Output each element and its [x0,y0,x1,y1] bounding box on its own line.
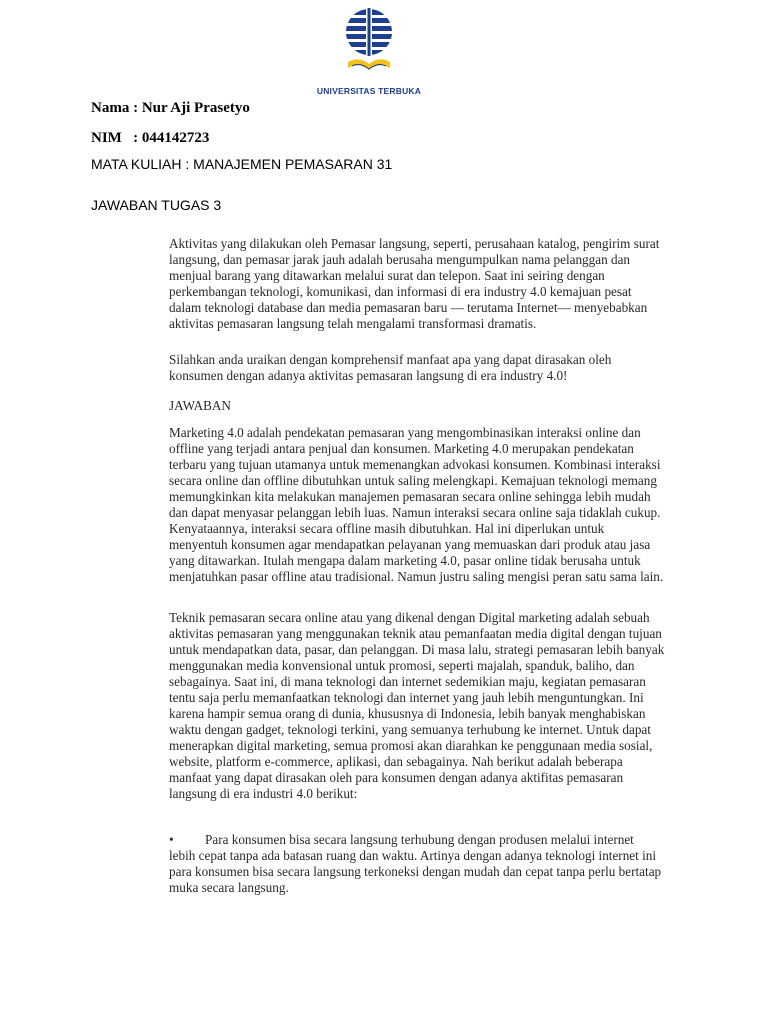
text-line: menerapkan digital marketing, semua promosi akan diarahkan ke penggunaan media sosial, [169,738,653,753]
text-line: terbaru yang tujuan utamanya untuk memenangkan advokasi konsumen. Kombinasi interaksi [169,457,661,472]
text-line: karena hampir semua orang di dunia, khususnya di Indonesia, lebih banyak menghabiskan [169,706,646,721]
text-line: secara online dan offline dibutuhkan untuk saling melengkapi. Kemajuan teknologi memang [169,473,657,488]
question-paragraph-2 [169,352,655,384]
text-line: Teknik pemasaran secara online atau yang dikenal dengan Digital marketing adalah sebuah [169,610,650,625]
benefit-bullet-item [169,832,662,896]
text-line: website, platform e-commerce, aplikasi, dan sebagainya. Nah berikut adalah beberapa [169,754,623,769]
student-nim: NIM : 044142723 [91,130,210,146]
assignment-title: JAWABAN TUGAS 3 [91,197,222,213]
text-line: yang ditawarkan. Itulah mengapa dalam marketing 4.0, pasar online tidak berusaha untuk [169,553,641,568]
text-line: menggunakan media konvensional untuk promosi, seperti majalah, spanduk, baliho, dan [169,658,635,673]
text-line: memungkinkan kita melakukan manajemen pemasaran secara online sehingga lebih mudah [169,489,651,504]
text-line: perkembangan teknologi, komunikasi, dan informasi di era industry 4.0 kemajuan pesat [169,284,632,299]
text-line: waktu dengan gadget, teknologi terkini, yang semuanya terhubung ke internet. Untuk dapat [169,722,651,737]
text-line: menjual barang yang ditawarkan melalui surat dan telepon. Saat ini seiring dengan [169,268,605,283]
text-line: dalam teknologi database dan media pemasaran baru — terutama Internet— menyebabkan [169,300,648,315]
text-line: langsung di era industri 4.0 berikut: [169,786,358,801]
text-line: untuk mendapatkan data, pasar, dan pelanggan. Di masa lalu, strategi pemasaran lebih banyak [169,642,665,657]
answer-paragraph-2 [169,610,665,802]
text-line: aktivitas pemasaran langsung telah mengalami transformasi dramatis. [169,316,537,331]
text-line: muka secara langsung. [169,880,289,895]
logo-text: UNIVERSITAS TERBUKA [316,86,422,96]
student-name: Nama : Nur Aji Prasetyo [91,100,250,116]
text-line: aktivitas pemasaran yang menggunakan teknik atau pemanfaatan media digital dengan tujuan [169,626,662,641]
question-paragraph-1 [169,236,660,332]
text-line: offline yang terjadi antara penjual dan konsumen. Marketing 4.0 merupakan pendekatan [169,441,634,456]
bullet-text: Para konsumen bisa secara langsung terhubung dengan produsen melalui internet [205,832,634,847]
text-line: manfaat yang dapat dirasakan oleh para konsumen dengan adanya aktifitas pemasaran [169,770,624,785]
text-line: dan dapat menyasar pelanggan lebih luas. Namun interaksi secara online saja tidaklah cukup. [169,505,661,520]
text-line: Silahkan anda uraikan dengan komprehensif manfaat apa yang dapat dirasakan oleh [169,352,612,367]
answer-heading-text: JAWABAN [169,398,231,413]
text-line: lebih cepat tanpa ada batasan ruang dan waktu. Artinya dengan adanya teknologi internet ini [169,848,657,863]
text-line: langsung, dan pemasar jarak jauh adalah berusaha mengumpulkan nama pelanggan dan [169,252,631,267]
universitas-terbuka-emblem-icon [344,6,394,78]
bullet-icon: • [169,832,174,847]
text-line: Aktivitas yang dilakukan oleh Pemasar langsung, seperti, perusahaan katalog, pengirim surat [169,236,660,251]
text-line: tentu saja perlu memanfaatkan teknologi dan internet yang jauh lebih menguntungkan. Ini [169,690,644,705]
bullet-first-line [169,832,655,848]
course-title: MATA KULIAH : MANAJEMEN PEMASARAN 31 [91,156,393,172]
university-logo [310,6,428,98]
answer-heading [169,398,655,414]
text-line: konsumen dengan adanya aktivitas pemasaran langsung di era industry 4.0! [169,368,568,383]
text-line: Kenyataannya, interaksi secara offline masih dibutuhkan. Hal ini diperlukan untuk [169,521,605,536]
answer-paragraph-1 [169,425,664,585]
text-line: menjatuhkan pasar offline atau tradisional. Namun justru saling mengisi peran satu sama lain. [169,569,664,584]
text-line: menyentuh konsumen agar mendapatkan pelayanan yang memuaskan dari produk atau jasa [169,537,651,552]
text-line: Marketing 4.0 adalah pendekatan pemasaran yang mengombinasikan interaksi online dan [169,425,641,440]
text-line: para konsumen bisa secara langsung terkoneksi dengan mudah dan cepat tanpa perlu bertatap [169,864,662,879]
text-line: sebagainya. Saat ini, di mana teknologi dan internet sedemikian maju, kegiatan pemasaran [169,674,646,689]
